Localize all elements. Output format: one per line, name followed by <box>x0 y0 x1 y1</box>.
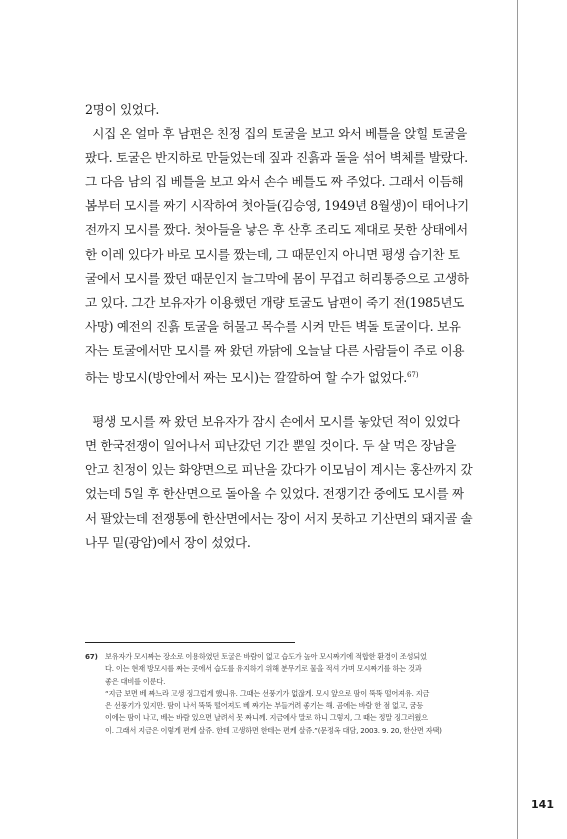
body-line: 고 있다. 그간 보유자가 이용했던 개량 토굴도 남편이 죽기 전(1985년도 <box>85 294 464 310</box>
body-line: 팠다. 토굴은 반지하로 만들었는데 짚과 진흙과 돌을 섞어 벽체를 발랐다. <box>85 150 468 166</box>
body-line: 굴에서 모시를 짰던 때문인지 늘그막에 몸이 무겁고 허리통증으로 고생하 <box>85 270 469 286</box>
footnote-line: 좋은 대비를 이룬다. <box>105 676 166 686</box>
body-line-text: 하는 방모시(방안에서 짜는 모시)는 깔깔하여 할 수가 없었다. <box>85 370 407 386</box>
footnote-divider <box>85 642 295 643</box>
body-line: 시집 온 얼마 후 남편은 친정 집의 토굴을 보고 와서 베틀을 앉힐 토굴을 <box>85 126 467 142</box>
body-line: 평생 모시를 짜 왔던 보유자가 잠시 손에서 모시를 놓았던 적이 있었다 <box>85 414 460 430</box>
body-line: 자는 토굴에서만 모시를 짜 왔던 까닭에 오늘날 다른 사람들이 주로 이용 <box>85 342 465 358</box>
footnote-line: 이. 그래서 지금은 이렇게 편케 살쥬. 한테 고생하면 한테는 편케 살쥬.”(문정옥 대담, 2003. 9. 20, 한산면 자택) <box>105 725 442 735</box>
body-line: 었는데 5일 후 한산면으로 돌아올 수 있었다. 전쟁기간 중에도 모시를 짜 <box>85 486 464 502</box>
body-line: 서 팔았는데 전쟁통에 한산면에서는 장이 서지 못하고 기산면의 돼지골 솔 <box>85 510 473 526</box>
footnote-line: “지금 보면 베 짜느라 고생 징그럽게 했니유. 그때는 선풍기가 없잖게. 모시 앞으로 땀이 뚝뚝 떨어져유. 지금 <box>105 688 430 698</box>
footnote-reference[interactable]: 67) <box>406 371 419 380</box>
footnote-line: 다. 이는 현재 방모시를 짜는 곳에서 습도를 유지하기 위해 분무기로 물을 적셔 가며 모시짜기를 하는 것과 <box>105 664 422 674</box>
body-line: 그 다음 남의 집 베틀을 보고 와서 손수 베틀도 짜 주었다. 그래서 이듬해 <box>85 174 464 190</box>
body-line: 나무 밑(광암)에서 장이 섰었다. <box>85 534 251 550</box>
footnote-line: 보유자가 모시짜는 장소로 이용하였던 토굴은 바람이 없고 습도가 높아 모시짜기에 적합한 환경이 조성되었 <box>105 652 427 661</box>
body-text <box>85 98 495 555</box>
body-line: 봄부터 모시를 짜기 시작하여 첫아들(김승영, 1949년 8월생)이 태어나기 <box>85 198 469 214</box>
page-edge-line <box>517 0 518 839</box>
footnote-line: 이에는 땀이 나고, 베는 바람 있으면 날려서 못 짜니께. 지금에사 말로 하니 그렇지, 그 때는 정말 징그러웠으 <box>105 713 428 723</box>
body-line: 한 이레 있다가 바로 모시를 짰는데, 그 때문인지 아니면 평생 습기찬 토 <box>85 246 460 262</box>
body-line: 사망) 예전의 진흙 토굴을 허물고 목수를 시켜 만든 벽돌 토굴이다. 보유 <box>85 318 461 334</box>
footnote-number: 67) <box>85 652 98 661</box>
body-line: 안고 친정이 있는 화양면으로 피난을 갔다가 이모님이 계시는 홍산까지 갔 <box>85 462 473 478</box>
page-number: 141 <box>531 798 554 811</box>
body-line: 2명이 있었다. <box>85 102 160 117</box>
body-line: 전까지 모시를 짰다. 첫아들을 낳은 후 산후 조리도 제대로 못한 상태에서 <box>85 222 468 238</box>
footnote <box>85 651 495 737</box>
body-line <box>85 363 495 390</box>
footnote-line: 은 선풍기가 있지만. 땀이 나서 뚝뚝 떨어져도 베 짜기는 부들거려 좋기는 해. 곰에는 바람 한 점 없고, 굼등 <box>105 701 424 711</box>
body-line: 면 한국전쟁이 일어나서 피난갔던 기간 뿐일 것이다. 두 살 먹은 장남을 <box>85 438 457 454</box>
footnote-body <box>105 651 495 737</box>
